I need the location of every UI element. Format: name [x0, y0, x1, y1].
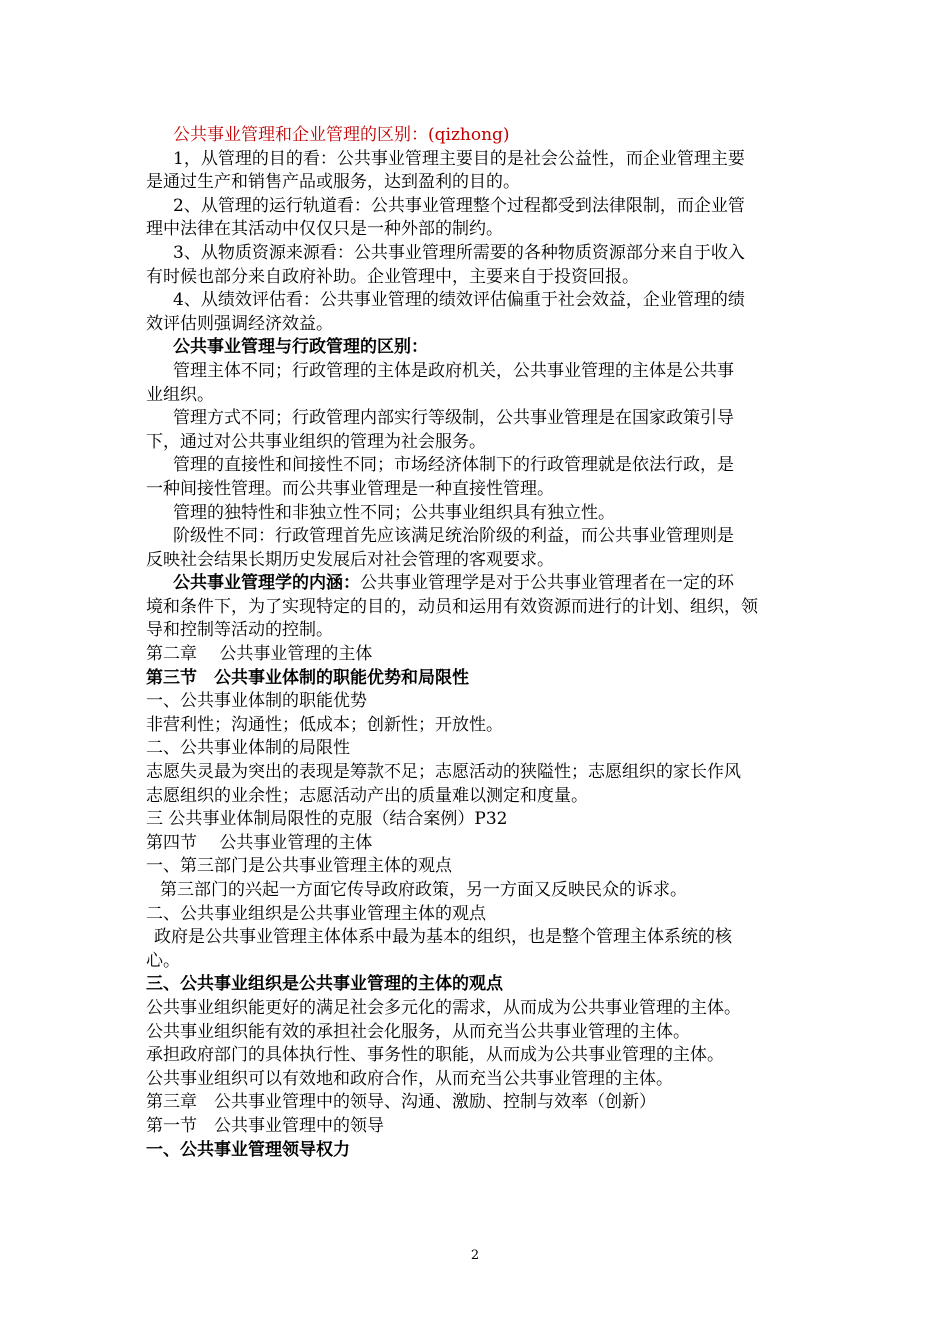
- paragraph-line: 管理方式不同；行政管理内部实行等级制，公共事业管理是在国家政策引导: [173, 408, 734, 429]
- section-heading: 第四节 公共事业管理的主体: [146, 832, 373, 853]
- paragraph-line: 第三部门的兴起一方面它传导政府政策，另一方面又反映民众的诉求。: [160, 880, 687, 900]
- paragraph-line: [146, 572, 808, 596]
- paragraph-line: 管理的直接性和间接性不同；市场经济体制下的行政管理就是依法行政，是: [173, 455, 734, 476]
- paragraph-line: 导和控制等活动的控制。: [146, 620, 333, 641]
- paragraph-line: 业组织。: [146, 384, 214, 405]
- paragraph-line: 效评估则强调经济效益。: [146, 313, 333, 334]
- paragraph-line: 一种间接性管理。而公共事业管理是一种直接性管理。: [146, 478, 554, 499]
- paragraph-line: 4、从绩效评估看：公共事业管理的绩效评估偏重于社会效益，企业管理的绩: [173, 290, 745, 311]
- subsection-heading: 一、公共事业管理领导权力: [146, 1139, 350, 1160]
- paragraph-line: 反映社会结果长期历史发展后对社会管理的客观要求。: [146, 549, 554, 570]
- section-heading: 第三节 公共事业体制的职能优势和局限性: [146, 667, 469, 688]
- paragraph-line: 2、从管理的运行轨道看：公共事业管理整个过程都受到法律限制，而企业管: [173, 195, 745, 216]
- page-number: 2: [470, 1248, 480, 1263]
- paragraph-line: 承担政府部门的具体执行性、事务性的职能，从而成为公共事业管理的主体。: [146, 1045, 724, 1066]
- paragraph-line: 管理的独特性和非独立性不同；公共事业组织具有独立性。: [173, 502, 615, 523]
- page-body: [146, 124, 808, 1162]
- paragraph-line: 志愿组织的业余性；志愿活动产出的质量难以测定和度量。: [146, 785, 588, 806]
- paragraph-line: 公共事业组织能有效的承担社会化服务，从而充当公共事业管理的主体。: [146, 1021, 690, 1042]
- paragraph-line: 非营利性；沟通性；低成本；创新性；开放性。: [146, 714, 503, 735]
- paragraph-line: 公共事业组织能更好的满足社会多元化的需求，从而成为公共事业管理的主体。: [146, 997, 741, 1018]
- inline-heading: 公共事业管理学的内涵：: [173, 573, 360, 594]
- paragraph-line: 政府是公共事业管理主体体系中最为基本的组织，也是整个管理主体系统的核: [154, 927, 732, 948]
- paragraph-line: 3、从物质资源来源看：公共事业管理所需要的各种物质资源部分来自于收入: [173, 242, 745, 263]
- subsection-heading: 一、第三部门是公共事业管理主体的观点: [146, 856, 452, 877]
- paragraph-line: 志愿失灵最为突出的表现是筹款不足；志愿活动的狭隘性；志愿组织的家长作风: [146, 762, 741, 783]
- chapter-heading: 第二章 公共事业管理的主体: [146, 644, 373, 665]
- paragraph-line: 阶级性不同：行政管理首先应该满足统治阶级的利益，而公共事业管理则是: [173, 526, 734, 547]
- paragraph-line: 是通过生产和销售产品或服务，达到盈利的目的。: [146, 172, 520, 193]
- section-heading: 公共事业管理和企业管理的区别：(qizhong): [173, 125, 510, 145]
- paragraph-line: 理中法律在其活动中仅仅只是一种外部的制约。: [146, 219, 503, 240]
- paragraph-line: 公共事业组织可以有效地和政府合作，从而充当公共事业管理的主体。: [146, 1068, 673, 1089]
- inline-text: 公共事业管理学是对于公共事业管理者在一定的环: [360, 573, 734, 594]
- subsection-heading: 二、公共事业体制的局限性: [146, 738, 350, 759]
- chapter-heading: 第三章 公共事业管理中的领导、沟通、激励、控制与效率（创新）: [146, 1092, 656, 1113]
- subsection-heading: 一、公共事业体制的职能优势: [146, 691, 367, 712]
- paragraph-line: 境和条件下，为了实现特定的目的，动员和运用有效资源而进行的计划、组织，领: [146, 596, 758, 617]
- subsection-heading: 三 公共事业体制局限性的克服（结合案例）P32: [146, 809, 508, 830]
- section-heading: 第一节 公共事业管理中的领导: [146, 1115, 384, 1136]
- subsection-heading: 二、公共事业组织是公共事业管理主体的观点: [146, 903, 486, 924]
- paragraph-line: 管理主体不同；行政管理的主体是政府机关，公共事业管理的主体是公共事: [173, 360, 734, 381]
- section-heading: 公共事业管理与行政管理的区别：: [173, 337, 428, 358]
- paragraph-line: 有时候也部分来自政府补助。企业管理中，主要来自于投资回报。: [146, 266, 639, 287]
- paragraph-line: 1，从管理的目的看：公共事业管理主要目的是社会公益性，而企业管理主要: [173, 148, 745, 169]
- paragraph-line: 下，通过对公共事业组织的管理为社会服务。: [146, 431, 486, 452]
- subsection-heading: 三、公共事业组织是公共事业管理的主体的观点: [146, 974, 503, 995]
- paragraph-line: 心。: [146, 950, 180, 971]
